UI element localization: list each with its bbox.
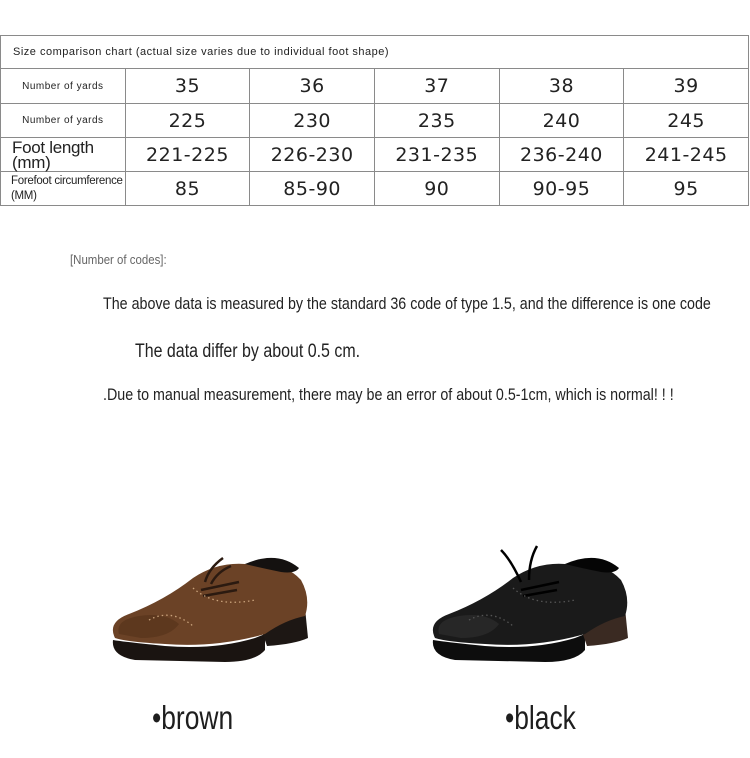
table-row bbox=[1, 172, 749, 206]
table-cell: 226-230 bbox=[250, 138, 375, 172]
black-shoe-illustration bbox=[433, 546, 628, 662]
table-cell: 90-95 bbox=[499, 172, 624, 206]
row-label: Number of yards bbox=[1, 104, 126, 138]
table-cell: 230 bbox=[250, 104, 375, 138]
black-shoe-image bbox=[425, 538, 635, 668]
note-line-3: .Due to manual measurement, there may be an error of about 0.5-1cm, which is normal! ! ! bbox=[103, 385, 674, 404]
table-cell: 235 bbox=[374, 104, 499, 138]
table-cell: 38 bbox=[499, 69, 624, 104]
black-color-label: •black bbox=[505, 699, 576, 736]
row-label: Forefoot circumference (MM) bbox=[1, 172, 126, 206]
table-row bbox=[1, 104, 749, 138]
table-cell: 221-225 bbox=[125, 138, 250, 172]
table-cell: 85-90 bbox=[250, 172, 375, 206]
row-label: Foot length (mm) bbox=[1, 138, 126, 172]
brown-shoe-illustration bbox=[113, 558, 308, 662]
brown-shoe-image bbox=[105, 538, 315, 668]
table-cell: 225 bbox=[125, 104, 250, 138]
brown-color-label: •brown bbox=[152, 699, 234, 736]
table-cell: 90 bbox=[374, 172, 499, 206]
table-caption: Size comparison chart (actual size varies due to individual foot shape) bbox=[1, 36, 749, 69]
table-cell: 85 bbox=[125, 172, 250, 206]
table-cell: 37 bbox=[374, 69, 499, 104]
table-cell: 241-245 bbox=[624, 138, 749, 172]
note-line-1: The above data is measured by the standard 36 code of type 1.5, and the difference is one code bbox=[103, 294, 711, 313]
table-cell: 39 bbox=[624, 69, 749, 104]
table-cell: 240 bbox=[499, 104, 624, 138]
notes-heading: [Number of codes]: bbox=[70, 252, 167, 267]
size-comparison-table bbox=[0, 35, 749, 206]
note-line-2: The data differ by about 0.5 cm. bbox=[135, 341, 361, 362]
table-cell: 245 bbox=[624, 104, 749, 138]
table-row bbox=[1, 138, 749, 172]
table-cell: 35 bbox=[125, 69, 250, 104]
table-cell: 95 bbox=[624, 172, 749, 206]
table-cell: 236-240 bbox=[499, 138, 624, 172]
table-row bbox=[1, 69, 749, 104]
row-label: Number of yards bbox=[1, 69, 126, 104]
table-cell: 36 bbox=[250, 69, 375, 104]
table-cell: 231-235 bbox=[374, 138, 499, 172]
